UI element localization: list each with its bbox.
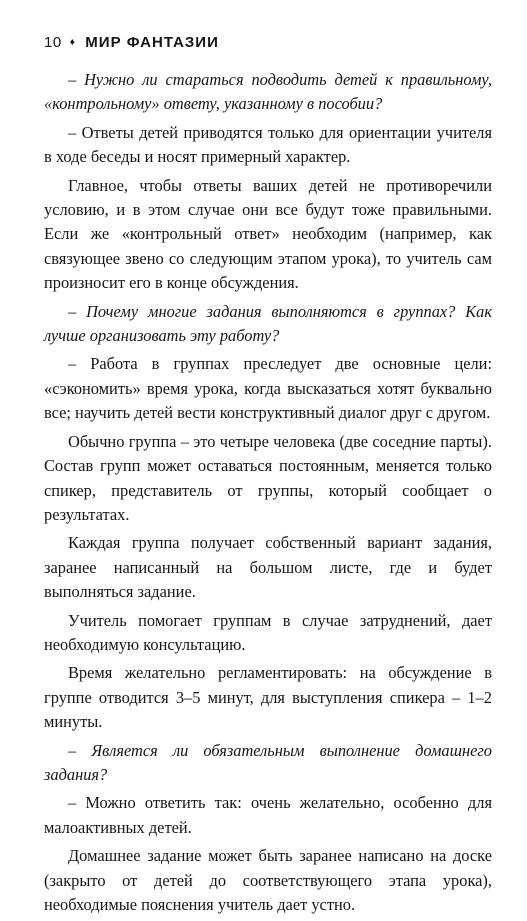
body-paragraph: Главное, чтобы ответы ваших детей не противоречили условию, и в этом случае они все будут тоже правильными. Если же «контрольный ответ» необходим (например, как связующее звено со следующим этапом урока), то учитель сам произносит его в конце обсуждения. bbox=[44, 175, 492, 293]
running-header bbox=[44, 30, 492, 54]
question-paragraph: – Является ли обязательным выполнение домашнего задания? bbox=[44, 740, 492, 784]
question-paragraph: – Нужно ли стараться подводить детей к правильному, «контрольному» ответу, указанному в пособии? bbox=[44, 70, 492, 114]
body-paragraph: Время желательно регламентировать: на обсуждение в группе отводится 3–5 минут, для выступления спикера – 1–2 минуты. bbox=[44, 663, 492, 732]
question-paragraph: – Почему многие задания выполняются в группах? Как лучше организовать эту работу? bbox=[44, 301, 492, 346]
answer-paragraph: – Ответы детей приводятся только для ориентации учителя в ходе беседы и носят примерный характер. bbox=[44, 122, 492, 167]
body-paragraph: Обычно группа – это четыре человека (две соседние парты). Состав групп может оставаться постоянным, меняется только спикер, представитель от группы, который сообщает о результатах. bbox=[44, 431, 492, 524]
answer-paragraph: – Можно ответить так: очень желательно, особенно для малоактивных детей. bbox=[44, 793, 492, 837]
body-paragraph: Каждая группа получает собственный вариант задания, заранее написанный на большом листе, где и будет выполняться задание. bbox=[44, 533, 492, 602]
page-number: 10 bbox=[44, 33, 62, 51]
diamond-separator-icon: ♦ bbox=[69, 36, 76, 48]
answer-paragraph: – Работа в группах преследует две основные цели: «сэкономить» время урока, когда высказаться хотят буквально все; научить детей вести конструктивный диалог друг с другом. bbox=[44, 354, 492, 423]
book-page bbox=[44, 30, 492, 921]
running-title: МИР ФАНТАЗИИ bbox=[85, 33, 219, 51]
body-paragraph: Учитель помогает группам в случае затруднений, дает необходимую консультацию. bbox=[44, 610, 492, 654]
body-paragraph: Домашнее задание может быть заранее написано на доске (закрыто от детей до соответствующего этапа урока), необходимые пояснения учитель дает устно. bbox=[44, 846, 492, 914]
